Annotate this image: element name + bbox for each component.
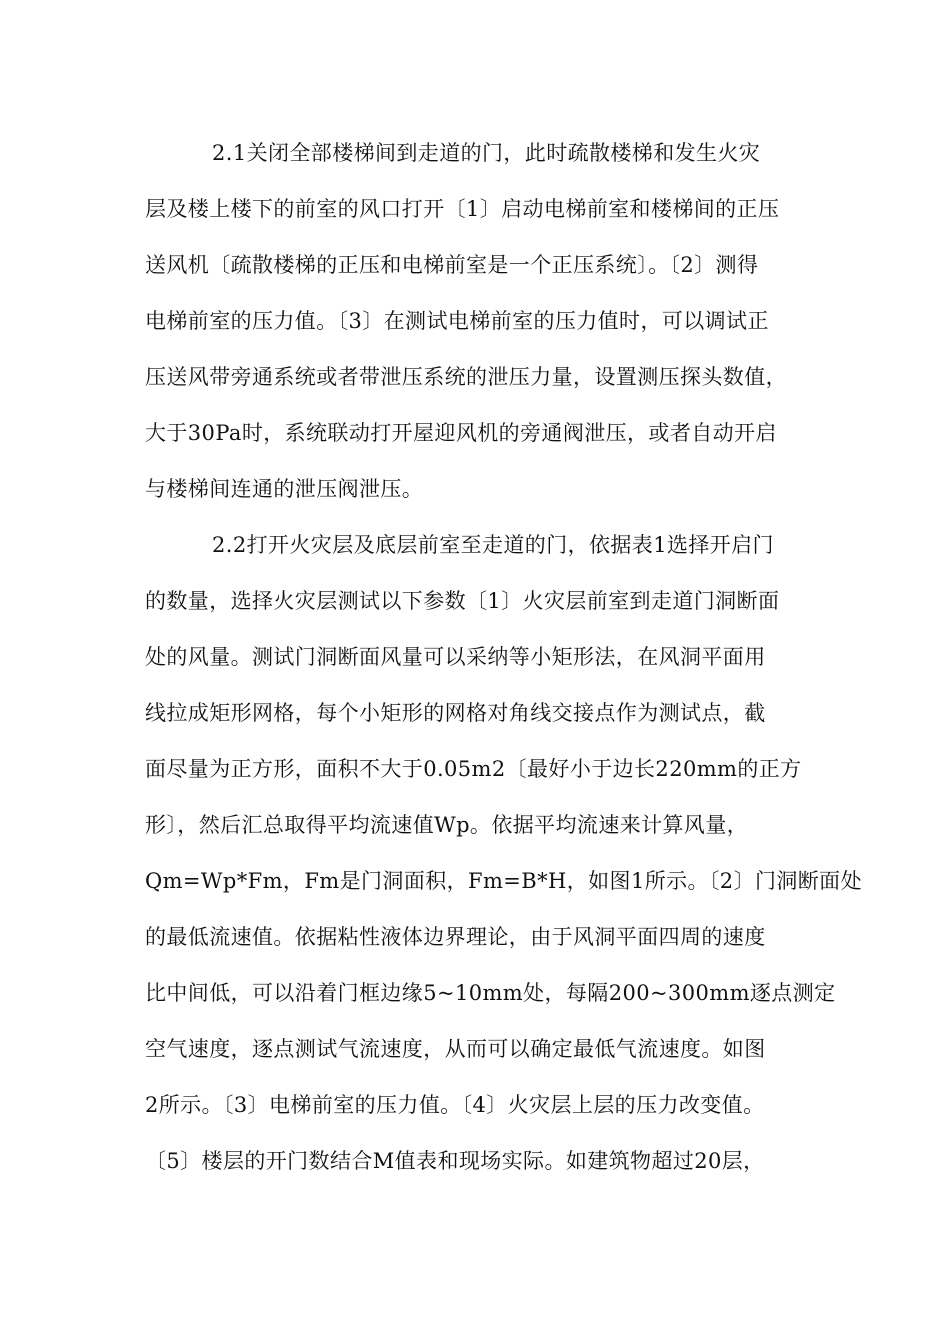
paragraph-2-1-line-5: 压送风带旁通系统或者带泄压系统的泄压力量，设置测压探头数值， <box>145 365 787 389</box>
paragraph-2-1-line-3: 送风机〔疏散楼梯的正压和电梯前室是一个正压系统〕。〔2〕测得 <box>145 253 759 277</box>
paragraph-2-2-line-11: 2所示。〔3〕电梯前室的压力值。〔4〕火灾层上层的压力改变值。 <box>145 1093 765 1117</box>
paragraph-2-2-line-9: 比中间低，可以沿着门框边缘5~10mm处，每隔200~300mm逐点测定 <box>145 981 836 1005</box>
paragraph-2-1-line-2: 层及楼上楼下的前室的风口打开〔1〕启动电梯前室和楼梯间的正压 <box>145 197 780 221</box>
paragraph-2-1-line-4: 电梯前室的压力值。〔3〕在测试电梯前室的压力值时，可以调试正 <box>145 309 769 333</box>
paragraph-2-2-line-10: 空气速度，逐点测试气流速度，从而可以确定最低气流速度。如图 <box>145 1037 766 1061</box>
paragraph-2-2-line-6: 形〕，然后汇总取得平均流速值Wp。依据平均流速来计算风量， <box>145 813 749 837</box>
paragraph-2-2-line-8: 的最低流速值。依据粘性液体边界理论，由于风洞平面四周的速度 <box>145 925 766 949</box>
paragraph-2-2-line-12: 〔5〕楼层的开门数结合M值表和现场实际。如建筑物超过20层， <box>145 1149 765 1173</box>
paragraph-2-2-line-3: 处的风量。测试门洞断面风量可以采纳等小矩形法，在风洞平面用 <box>145 645 766 669</box>
paragraph-2-2-line-7: Qm=Wp*Fm，Fm是门洞面积，Fm=B*H，如图1所示。〔2〕门洞断面处 <box>145 869 862 893</box>
paragraph-2-2-line-5: 面尽量为正方形，面积不大于0.05m2〔最好小于边长220mm的正方 <box>145 757 802 781</box>
paragraph-2-2-line-4: 线拉成矩形网格，每个小矩形的网格对角线交接点作为测试点，截 <box>145 701 766 725</box>
paragraph-2-1-line-6: 大于30Pa时，系统联动打开屋迎风机的旁通阀泄压，或者自动开启 <box>145 421 777 445</box>
paragraph-2-2-line-2: 的数量，选择火灾层测试以下参数〔1〕火灾层前室到走道门洞断面 <box>145 589 780 613</box>
paragraph-2-1-line-1: 2.1关闭全部楼梯间到走道的门，此时疏散楼梯和发生火灾 <box>212 141 761 165</box>
paragraph-2-2-line-1: 2.2打开火灾层及底层前室至走道的门，依据表1选择开启门 <box>212 533 774 557</box>
paragraph-2-1-line-7: 与楼梯间连通的泄压阀泄压。 <box>145 477 424 501</box>
